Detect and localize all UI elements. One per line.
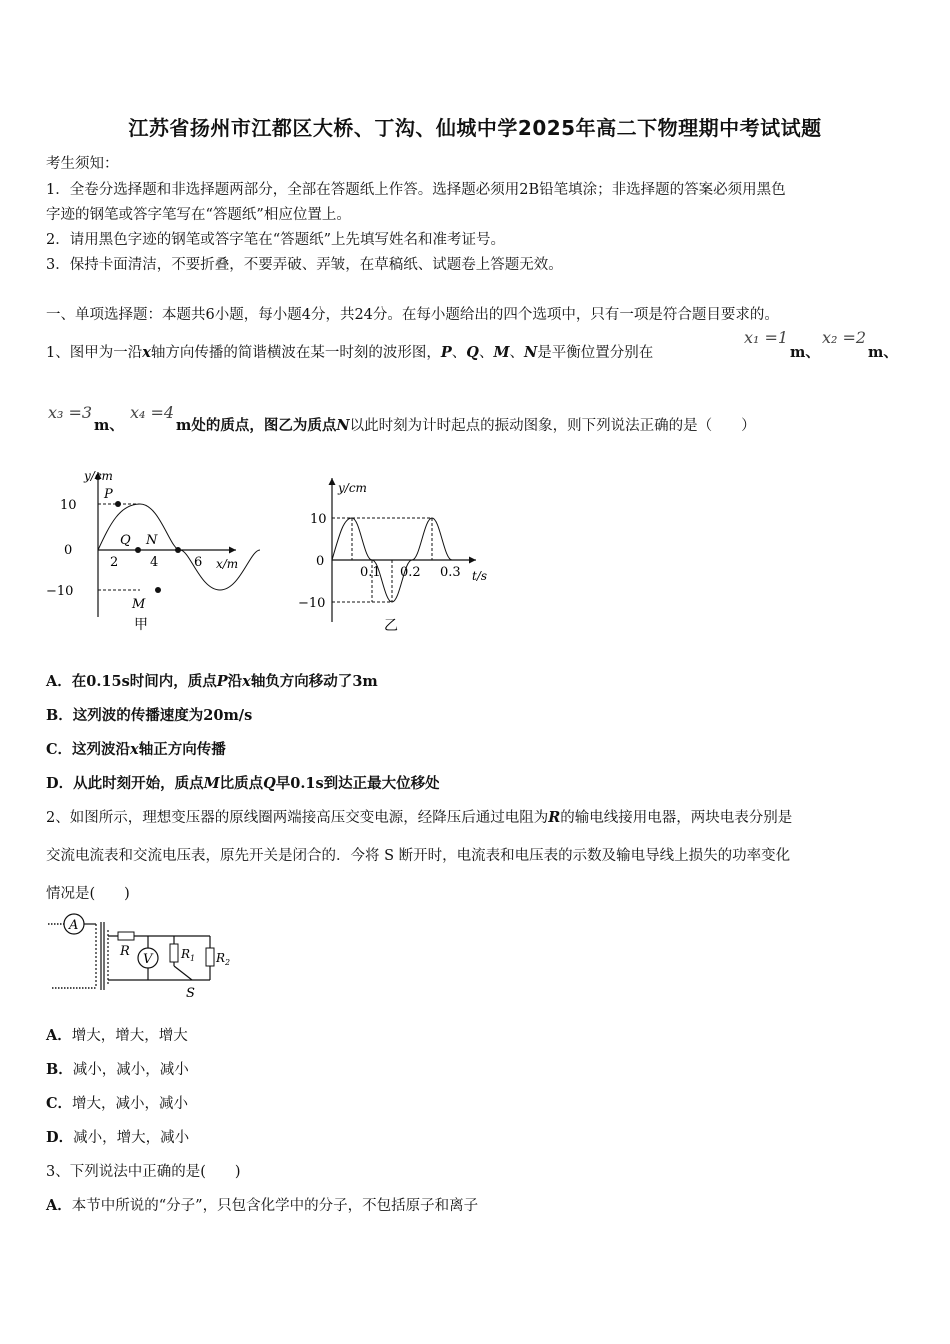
q2-text: 的输电线接用电器，两块电表分别是 (560, 810, 793, 826)
resistor-label-r1 (180, 947, 195, 963)
vibration-graph (298, 472, 498, 634)
option-text: 从此时刻开始，质点 (73, 775, 204, 792)
q1-sep: 、 (478, 345, 494, 361)
option-var: P (216, 673, 228, 690)
q2-option-d[interactable] (46, 1126, 189, 1147)
option-text: 0.1s (290, 775, 324, 792)
q1-unit2: m、 (868, 344, 898, 361)
r1-subscript: 1 (190, 954, 196, 963)
tick-x6: 6 (194, 555, 203, 570)
q1-x2-formula: x₂ =2 (822, 328, 867, 347)
tick-0: 0 (64, 543, 73, 558)
option-text: 减小，减小，减小 (72, 1062, 189, 1078)
q1-stem-line2 (176, 414, 756, 435)
option-text: 3m (352, 673, 378, 690)
q1-x3-formula: x₃ =3 (48, 403, 93, 422)
q1-var-q: Q (466, 344, 479, 361)
point-q (135, 547, 141, 553)
option-label: B． (46, 707, 73, 724)
resistor-label-r: R (120, 944, 130, 959)
point-n (175, 547, 181, 553)
option-label: A． (46, 673, 72, 690)
option-label: C． (46, 741, 73, 758)
y-axis-label: y/cm (338, 481, 367, 495)
notice-line-1b: 字迹的钢笔或答字笔写在“答题纸”相应位置上。 (46, 207, 351, 223)
option-label: B． (46, 1061, 73, 1078)
notice-line-1: 1．全卷分选择题和非选择题两部分，全部在答题纸上作答。选择题必须用2B铅笔填涂；非选择题的答案必须用黑色 (46, 182, 786, 198)
wave-graph (40, 462, 260, 634)
switch-s (174, 966, 192, 980)
tick-neg10: −10 (46, 584, 74, 599)
option-label: D． (46, 775, 74, 792)
q1-option-d[interactable] (46, 772, 440, 793)
notice-line-3: 3．保持卡面清洁，不要折叠，不要弄破、弄皱，在草稿纸、试题卷上答题无效。 (46, 257, 563, 273)
option-label: A． (46, 1027, 72, 1044)
transformer-circuit (44, 908, 244, 1000)
resistor-r1 (170, 944, 178, 962)
tick-neg10: −10 (298, 596, 326, 611)
option-text: 这列波沿 (72, 741, 131, 758)
tick-0: 0 (316, 554, 325, 569)
option-text: 比质点 (219, 775, 264, 792)
q2-text: 2、如图所示，理想变压器的原线圈两端接高压交变电源，经降压后通过电阻为 (46, 810, 549, 826)
tick-10: 10 (310, 512, 327, 527)
q1-text: 以此时刻为计时起点的振动图象，则下列说法正确的是（ ） (349, 418, 756, 434)
q1-var-n: N (336, 417, 350, 434)
option-var: x (242, 673, 251, 690)
q1-text: 轴方向传播的简谐横波在某一时刻的波形图， (150, 345, 441, 361)
q1-var-n: N (524, 344, 538, 361)
option-text: 到达正最大位移处 (323, 775, 440, 792)
tick-t1: 0.1 (360, 565, 381, 580)
q1-unit3: m、 (94, 417, 124, 434)
x-axis-label: x/m (216, 557, 239, 571)
resistor-r2 (206, 948, 214, 966)
ammeter-label: A (69, 918, 79, 933)
voltmeter-label: V (143, 952, 153, 967)
q2-stem-line3: 情况是( ) (46, 886, 130, 902)
q1-option-a[interactable] (46, 670, 378, 691)
line-resistor-r (118, 932, 134, 940)
option-text: 20m/s (203, 707, 253, 724)
point-p (115, 501, 121, 507)
figure-caption-yi: 乙 (384, 618, 398, 634)
option-text: 在 (71, 673, 87, 690)
q1-text: 1、图甲为一沿 (46, 345, 143, 361)
option-label: A． (46, 1197, 72, 1214)
notice-line-2: 2．请用黑色字迹的钢笔或答字笔在“答题纸”上先填写姓名和准考证号。 (46, 232, 506, 248)
y-axis-label: y/cm (84, 469, 113, 483)
option-label: C． (46, 1095, 73, 1112)
point-label-q: Q (120, 533, 131, 548)
q1-option-b[interactable] (46, 704, 252, 725)
option-text: 轴负方向移动了 (250, 673, 353, 690)
option-text: 增大，减小，减小 (72, 1096, 189, 1112)
option-text: 早 (275, 775, 291, 792)
tick-t3: 0.3 (440, 565, 461, 580)
q1-var-m: M (493, 344, 510, 361)
q1-var-x: x (142, 344, 151, 361)
resistor-label-r2 (215, 951, 230, 967)
q2-var-r: R (548, 809, 561, 826)
tick-x4: 4 (150, 555, 159, 570)
option-text: 本节中所说的“分子”，只包含化学中的分子，不包括原子和离子 (71, 1198, 479, 1214)
tick-t2: 0.2 (400, 565, 421, 580)
option-text: 0.15s (86, 673, 130, 690)
q1-option-c[interactable] (46, 738, 226, 759)
r1-letter: R (181, 947, 191, 961)
q1-sep: 、 (509, 345, 524, 361)
q2-option-b[interactable] (46, 1058, 189, 1079)
tick-10: 10 (60, 498, 77, 513)
q2-option-a[interactable] (46, 1024, 188, 1045)
q1-x1-formula: x₁ =1 (744, 328, 789, 347)
q1-stem-line1 (46, 341, 653, 362)
option-var: M (203, 775, 220, 792)
q2-option-c[interactable] (46, 1092, 188, 1113)
q1-text: 是平衡位置分别在 (537, 345, 654, 361)
point-m (155, 587, 161, 593)
q2-stem-line2: 交流电流表和交流电压表，原先开关是闭合的．今将 S 断开时，电流表和电压表的示数及输电导线上损失的功率变化 (46, 848, 791, 864)
q3-stem: 3、下列说法中正确的是( ) (46, 1164, 241, 1180)
point-label-m: M (132, 597, 146, 612)
notice-heading: 考生须知： (46, 156, 119, 172)
q1-unit1: m、 (790, 344, 820, 361)
option-text: 轴正方向传播 (138, 741, 226, 758)
option-text: 这列波的传播速度为 (72, 707, 204, 724)
option-text: 时间内，质点 (129, 673, 217, 690)
tick-x2: 2 (110, 555, 119, 570)
option-var: x (130, 741, 139, 758)
point-label-n: N (146, 533, 158, 548)
section-heading: 一、单项选择题：本题共6小题，每小题4分，共24分。在每小题给出的四个选项中，只有一项是符合题目要求的。 (46, 307, 779, 323)
option-label: D． (46, 1129, 74, 1146)
q1-x4-formula: x₄ =4 (130, 403, 175, 422)
figure-caption-jia: 甲 (134, 617, 148, 633)
q1-sep: 、 (451, 345, 467, 361)
t-axis-label: t/s (472, 569, 488, 583)
q3-option-a[interactable] (46, 1194, 478, 1215)
point-label-p: P (104, 487, 113, 502)
r2-letter: R (216, 951, 226, 965)
q1-var-p: P (440, 344, 452, 361)
page-title: 江苏省扬州市江都区大桥、丁沟、仙城中学2025年高二下物理期中考试试题 (128, 116, 822, 140)
q2-stem-line1 (46, 806, 792, 827)
option-var: Q (263, 775, 276, 792)
switch-label-s: S (186, 986, 195, 1000)
q1-text: m处的质点，图乙为质点 (176, 417, 337, 434)
option-text: 减小，增大，减小 (73, 1130, 190, 1146)
option-text: 沿 (227, 673, 243, 690)
r2-subscript: 2 (225, 958, 231, 967)
option-text: 增大，增大，增大 (71, 1028, 188, 1044)
